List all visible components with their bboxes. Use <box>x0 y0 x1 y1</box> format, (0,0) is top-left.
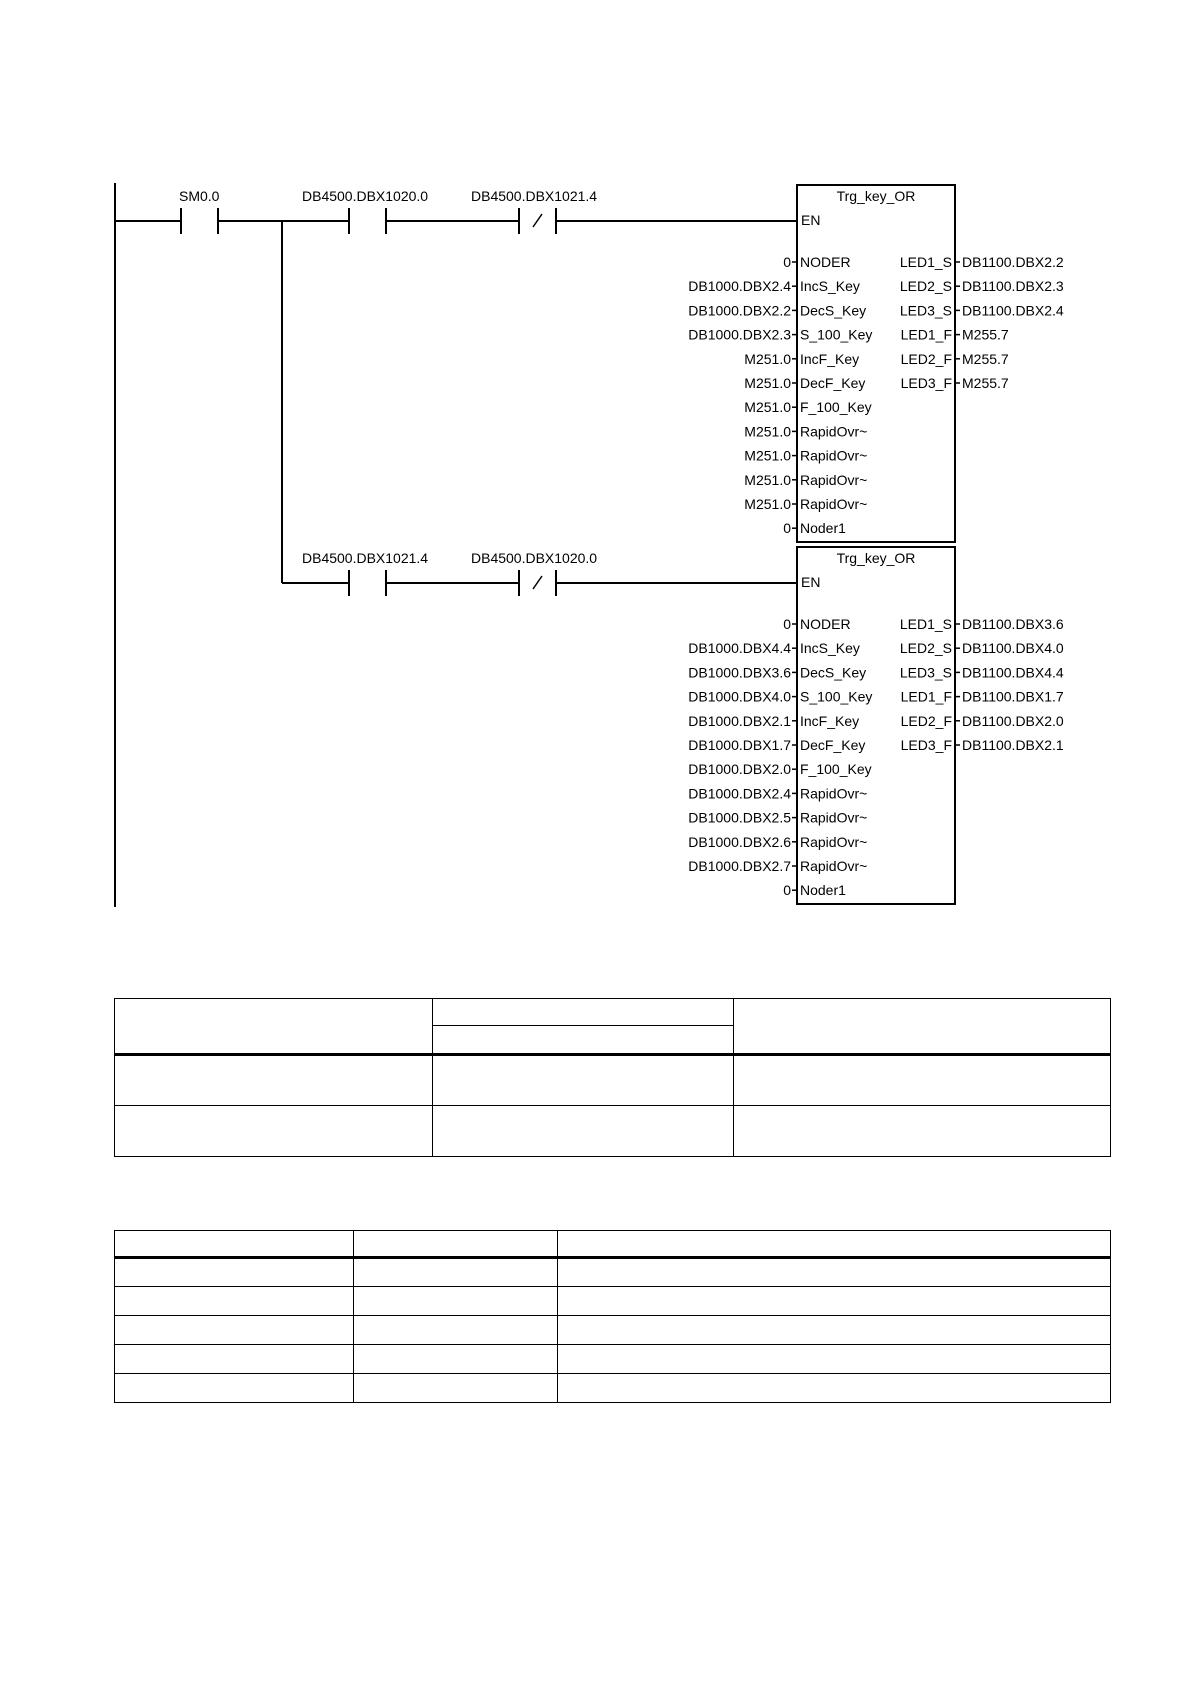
contact-db4500-dbx1020-0-nc <box>471 550 597 596</box>
input-operand: M251.0 <box>744 375 791 391</box>
table1-header-cell <box>433 999 734 1026</box>
input-operand: M251.0 <box>744 399 791 416</box>
input-pin-label: RapidOvr~ <box>800 809 868 826</box>
block-input <box>744 351 859 367</box>
block-input <box>688 810 867 826</box>
block-input <box>744 375 865 391</box>
contact-db4500-dbx1020-0 <box>302 188 428 234</box>
output-pin-label: LED3_F <box>900 375 952 391</box>
input-pin-label: Noder1 <box>800 882 846 899</box>
contact-address: DB4500.DBX1020.0 <box>471 550 598 566</box>
table-row <box>115 1316 1111 1345</box>
table-row <box>115 1258 1111 1287</box>
block-input <box>688 664 866 680</box>
input-operand: DB1000.DBX4.4 <box>688 640 791 657</box>
table-row <box>115 1106 1111 1157</box>
input-operand: DB1000.DBX3.6 <box>688 664 791 681</box>
output-operand: DB1100.DBX1.7 <box>962 688 1064 705</box>
block-output <box>900 640 1064 656</box>
block-input <box>744 496 867 512</box>
block-output <box>900 278 1064 294</box>
output-pin-label: LED1_S <box>899 616 952 632</box>
input-pin-label: S_100_Key <box>800 326 873 343</box>
input-operand: 0 <box>783 616 791 632</box>
block-input <box>744 399 871 415</box>
output-pin-label: LED2_F <box>900 350 952 367</box>
input-pin-label: NODER <box>800 616 851 632</box>
input-pin-label: RapidOvr~ <box>800 496 868 512</box>
input-pin-label: RapidOvr~ <box>800 447 868 464</box>
input-pin-label: IncS_Key <box>800 278 860 295</box>
block-input <box>783 254 850 270</box>
output-operand: M255.7 <box>962 350 1009 367</box>
block-input <box>783 520 846 536</box>
block-input <box>688 278 860 294</box>
output-pin-label: LED1_S <box>899 254 952 270</box>
input-operand: DB1000.DBX1.7 <box>688 737 791 753</box>
table-1 <box>114 998 1111 1157</box>
input-operand: DB1000.DBX2.2 <box>688 302 791 319</box>
table-row <box>115 1345 1111 1374</box>
input-pin-label: DecS_Key <box>800 302 867 319</box>
block-input <box>688 327 872 343</box>
input-operand: DB1000.DBX2.3 <box>688 326 791 343</box>
output-operand: DB1100.DBX2.4 <box>962 302 1064 319</box>
input-operand: DB1000.DBX2.5 <box>688 809 791 826</box>
input-operand: DB1000.DBX4.0 <box>688 688 791 705</box>
block-name: Trg_key_OR <box>836 550 916 566</box>
input-operand: 0 <box>783 254 791 270</box>
contact-address: SM0.0 <box>179 188 220 204</box>
input-pin-label: Noder1 <box>800 520 846 537</box>
output-operand: DB1100.DBX4.0 <box>962 640 1064 657</box>
block-input <box>783 616 850 632</box>
block-enable-pin: EN <box>801 212 821 228</box>
block-output <box>900 664 1064 680</box>
output-operand: M255.7 <box>962 375 1009 391</box>
output-operand: DB1100.DBX2.1 <box>962 737 1064 753</box>
table2-header-row <box>115 1231 1111 1258</box>
input-pin-label: RapidOvr~ <box>800 833 868 850</box>
input-pin-label: F_100_Key <box>800 399 872 416</box>
function-block-2 <box>688 547 1064 904</box>
output-pin-label: LED3_S <box>899 302 952 319</box>
input-operand: M251.0 <box>744 350 791 367</box>
output-operand: DB1100.DBX2.0 <box>962 712 1064 729</box>
input-pin-label: F_100_Key <box>800 761 872 778</box>
input-operand: M251.0 <box>744 423 791 440</box>
input-operand: DB1000.DBX2.4 <box>688 278 791 295</box>
block-input <box>688 302 866 318</box>
output-pin-label: LED3_S <box>899 664 952 681</box>
input-pin-label: RapidOvr~ <box>800 423 868 440</box>
output-pin-label: LED2_S <box>899 278 952 295</box>
block-input <box>688 713 859 729</box>
input-pin-label: DecF_Key <box>800 737 866 753</box>
block-output <box>900 254 1064 270</box>
input-pin-label: IncF_Key <box>800 350 860 367</box>
table-row <box>115 1374 1111 1403</box>
block-input <box>744 423 867 439</box>
table-row <box>115 1287 1111 1316</box>
block-input <box>783 882 846 898</box>
contact-sm0-0 <box>179 188 220 234</box>
block-output <box>900 302 1064 318</box>
block-input <box>688 737 865 753</box>
input-operand: 0 <box>783 520 791 537</box>
output-operand: DB1100.DBX2.2 <box>962 254 1064 270</box>
input-pin-label: RapidOvr~ <box>800 858 868 874</box>
block-output <box>900 616 1064 632</box>
input-pin-label: DecS_Key <box>800 664 867 681</box>
input-pin-label: DecF_Key <box>800 375 866 391</box>
table1-header-cell <box>734 999 1111 1055</box>
input-operand: DB1000.DBX2.6 <box>688 833 791 850</box>
block-input <box>688 834 867 850</box>
output-operand: DB1100.DBX3.6 <box>962 616 1064 632</box>
block-input <box>744 448 867 464</box>
table-row <box>115 1055 1111 1106</box>
contact-db4500-dbx1021-4-nc <box>471 188 597 234</box>
input-pin-label: RapidOvr~ <box>800 471 868 488</box>
output-operand: M255.7 <box>962 326 1009 343</box>
block-input <box>688 761 871 777</box>
output-pin-label: LED2_F <box>900 712 952 729</box>
input-operand: M251.0 <box>744 471 791 488</box>
contact-address: DB4500.DBX1021.4 <box>302 550 429 566</box>
block-output <box>901 689 1064 705</box>
input-operand: 0 <box>783 882 791 899</box>
block-output <box>901 713 1064 729</box>
output-operand: DB1100.DBX4.4 <box>962 664 1064 681</box>
block-output <box>901 737 1064 753</box>
output-pin-label: LED1_F <box>900 326 952 343</box>
block-name: Trg_key_OR <box>836 188 916 204</box>
block-input <box>744 472 867 488</box>
input-operand: M251.0 <box>744 447 791 464</box>
input-operand: DB1000.DBX2.7 <box>688 858 791 874</box>
input-operand: DB1000.DBX2.4 <box>688 785 791 802</box>
block-input <box>688 689 872 705</box>
input-pin-label: IncS_Key <box>800 640 860 657</box>
output-operand: DB1100.DBX2.3 <box>962 278 1064 295</box>
output-pin-label: LED2_S <box>899 640 952 657</box>
contact-address: DB4500.DBX1021.4 <box>471 188 598 204</box>
input-operand: M251.0 <box>744 496 791 512</box>
input-pin-label: NODER <box>800 254 851 270</box>
block-input <box>688 640 860 656</box>
input-pin-label: IncF_Key <box>800 712 860 729</box>
output-pin-label: LED3_F <box>900 737 952 753</box>
contact-address: DB4500.DBX1020.0 <box>302 188 429 204</box>
block-enable-pin: EN <box>801 574 821 590</box>
block-input <box>688 858 867 874</box>
input-pin-label: S_100_Key <box>800 688 873 705</box>
table-2 <box>114 1230 1111 1403</box>
output-pin-label: LED1_F <box>900 688 952 705</box>
input-operand: DB1000.DBX2.0 <box>688 761 791 778</box>
function-block-1 <box>688 185 1064 542</box>
table1-header-cell <box>433 1026 734 1055</box>
block-input <box>688 785 867 801</box>
table1-header-cell <box>115 999 433 1055</box>
contact-db4500-dbx1021-4 <box>302 550 428 596</box>
input-pin-label: RapidOvr~ <box>800 785 868 802</box>
input-operand: DB1000.DBX2.1 <box>688 712 791 729</box>
